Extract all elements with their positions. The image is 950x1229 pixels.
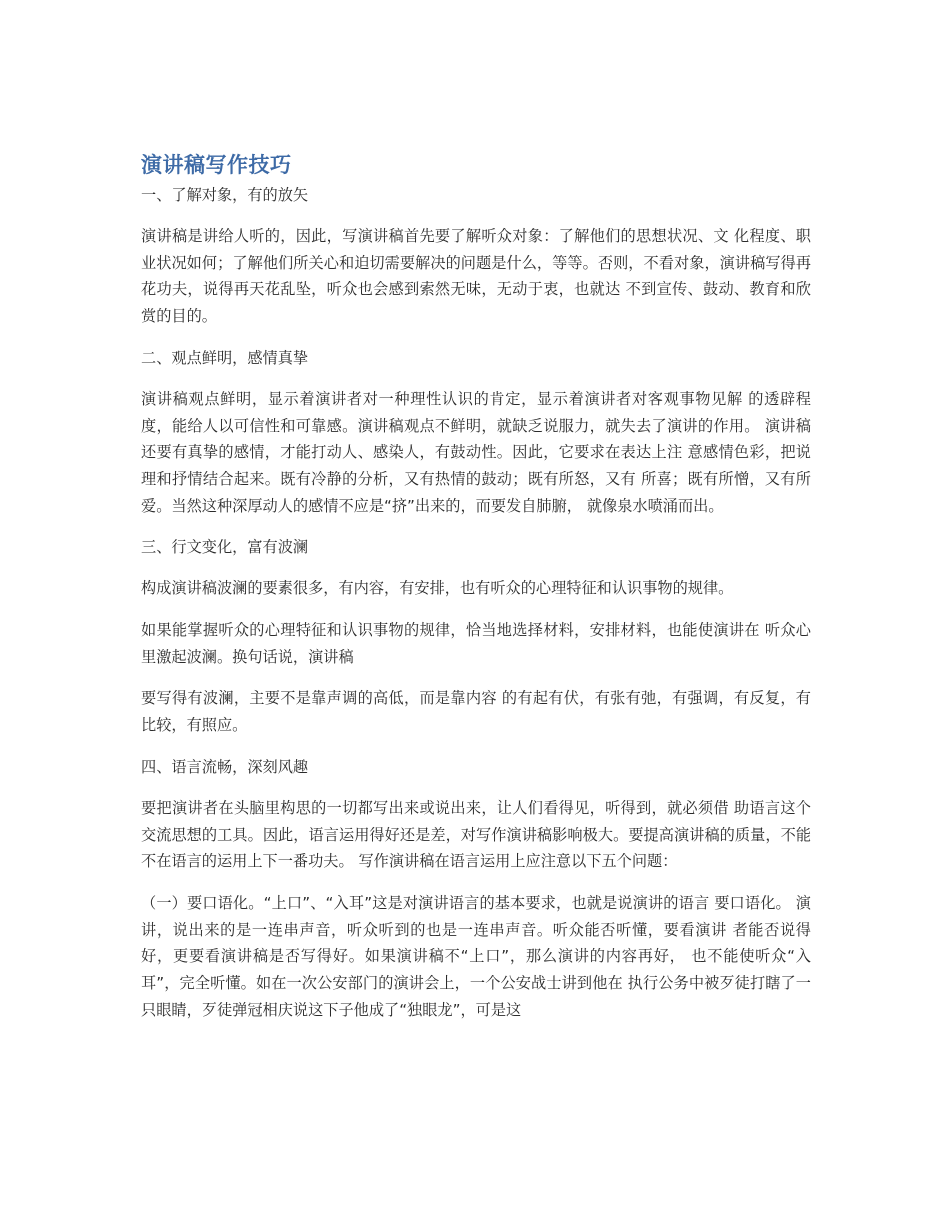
section-heading-4: 四、语言流畅，深刻风趣: [141, 757, 309, 776]
paragraph-1: 演讲稿是讲给人听的，因此，写演讲稿首先要了解听众对象：了解他们的思想状况、文 化程度、职业状况如何；了解他们所关心和迫切需要解决的问题是什么，等等。否则，不看对象，演讲稿写得再花功夫，说得再天花乱坠，听众也会感到索然无味，无动于衷，也就达 不到宣传、鼓动、教育和欣赏的目的。: [141, 227, 811, 326]
section-heading-3: 三、行文变化，富有波澜: [141, 538, 309, 557]
paragraph-7: （一）要口语化。“上口”、“入耳”这是对演讲语言的基本要求，也就是说演讲的语言 要口语化。 演讲，说出来的是一连串声音，听众听到的也是一连串声音。听众能否听懂，要看演讲 者能否说得好，更要看演讲稿是否写得好。如果演讲稿不“上口”，那么演讲的内容再好， 也不能使听众“入耳”，完全听懂。如在一次公安部门的演讲会上，一个公安战士讲到他在 执行公务中被歹徒打瞎了一只眼睛，歹徒弹冠相庆说这下子他成了“独眼龙”，可是这: [141, 893, 811, 1019]
document-title: 演讲稿写作技巧: [141, 153, 292, 177]
section-heading-1: 一、了解对象，有的放矢: [141, 186, 309, 204]
section-heading-2: 二、观点鲜明，感情真挚: [141, 348, 309, 367]
paragraph-4: 如果能掌握听众的心理特征和认识事物的规律，恰当地选择材料，安排材料，也能使演讲在 听众心里激起波澜。换句话说，演讲稿: [141, 621, 811, 666]
paragraph-3: 构成演讲稿波澜的要素很多，有内容，有安排，也有听众的心理特征和认识事物的规律。: [141, 579, 734, 598]
paragraph-5: 要写得有波澜，主要不是靠声调的高低，而是靠内容 的有起有伏，有张有弛，有强调，有反复，有比较，有照应。: [141, 689, 811, 735]
paragraph-2: 演讲稿观点鲜明，显示着演讲者对一种理性认识的肯定，显示着演讲者对客观事物见解 的透辟程度，能给人以可信性和可靠感。演讲稿观点不鲜明，就缺乏说服力，就失去了演讲的作用。 演讲稿还要有真挚的感情，才能打动人、感染人，有鼓动性。因此，它要求在表达上注 意感情色彩，把说理和抒情结合起来。既有冷静的分析，又有热情的鼓动；既有所怒，又有 所喜；既有所憎，又有所爱。当然这种深厚动人的感情不应是“挤”出来的，而要发自肺腑， 就像泉水喷涌而出。: [141, 389, 811, 515]
paragraph-6: 要把演讲者在头脑里构思的一切都写出来或说出来，让人们看得见，听得到，就必须借 助语言这个交流思想的工具。因此，语言运用得好还是差，对写作演讲稿影响极大。要提高演讲稿的质量，不能不在语言的运用上下一番功夫。 写作演讲稿在语言运用上应注意以下五个问题：: [141, 798, 811, 871]
document-page: [141, 148, 811, 1038]
